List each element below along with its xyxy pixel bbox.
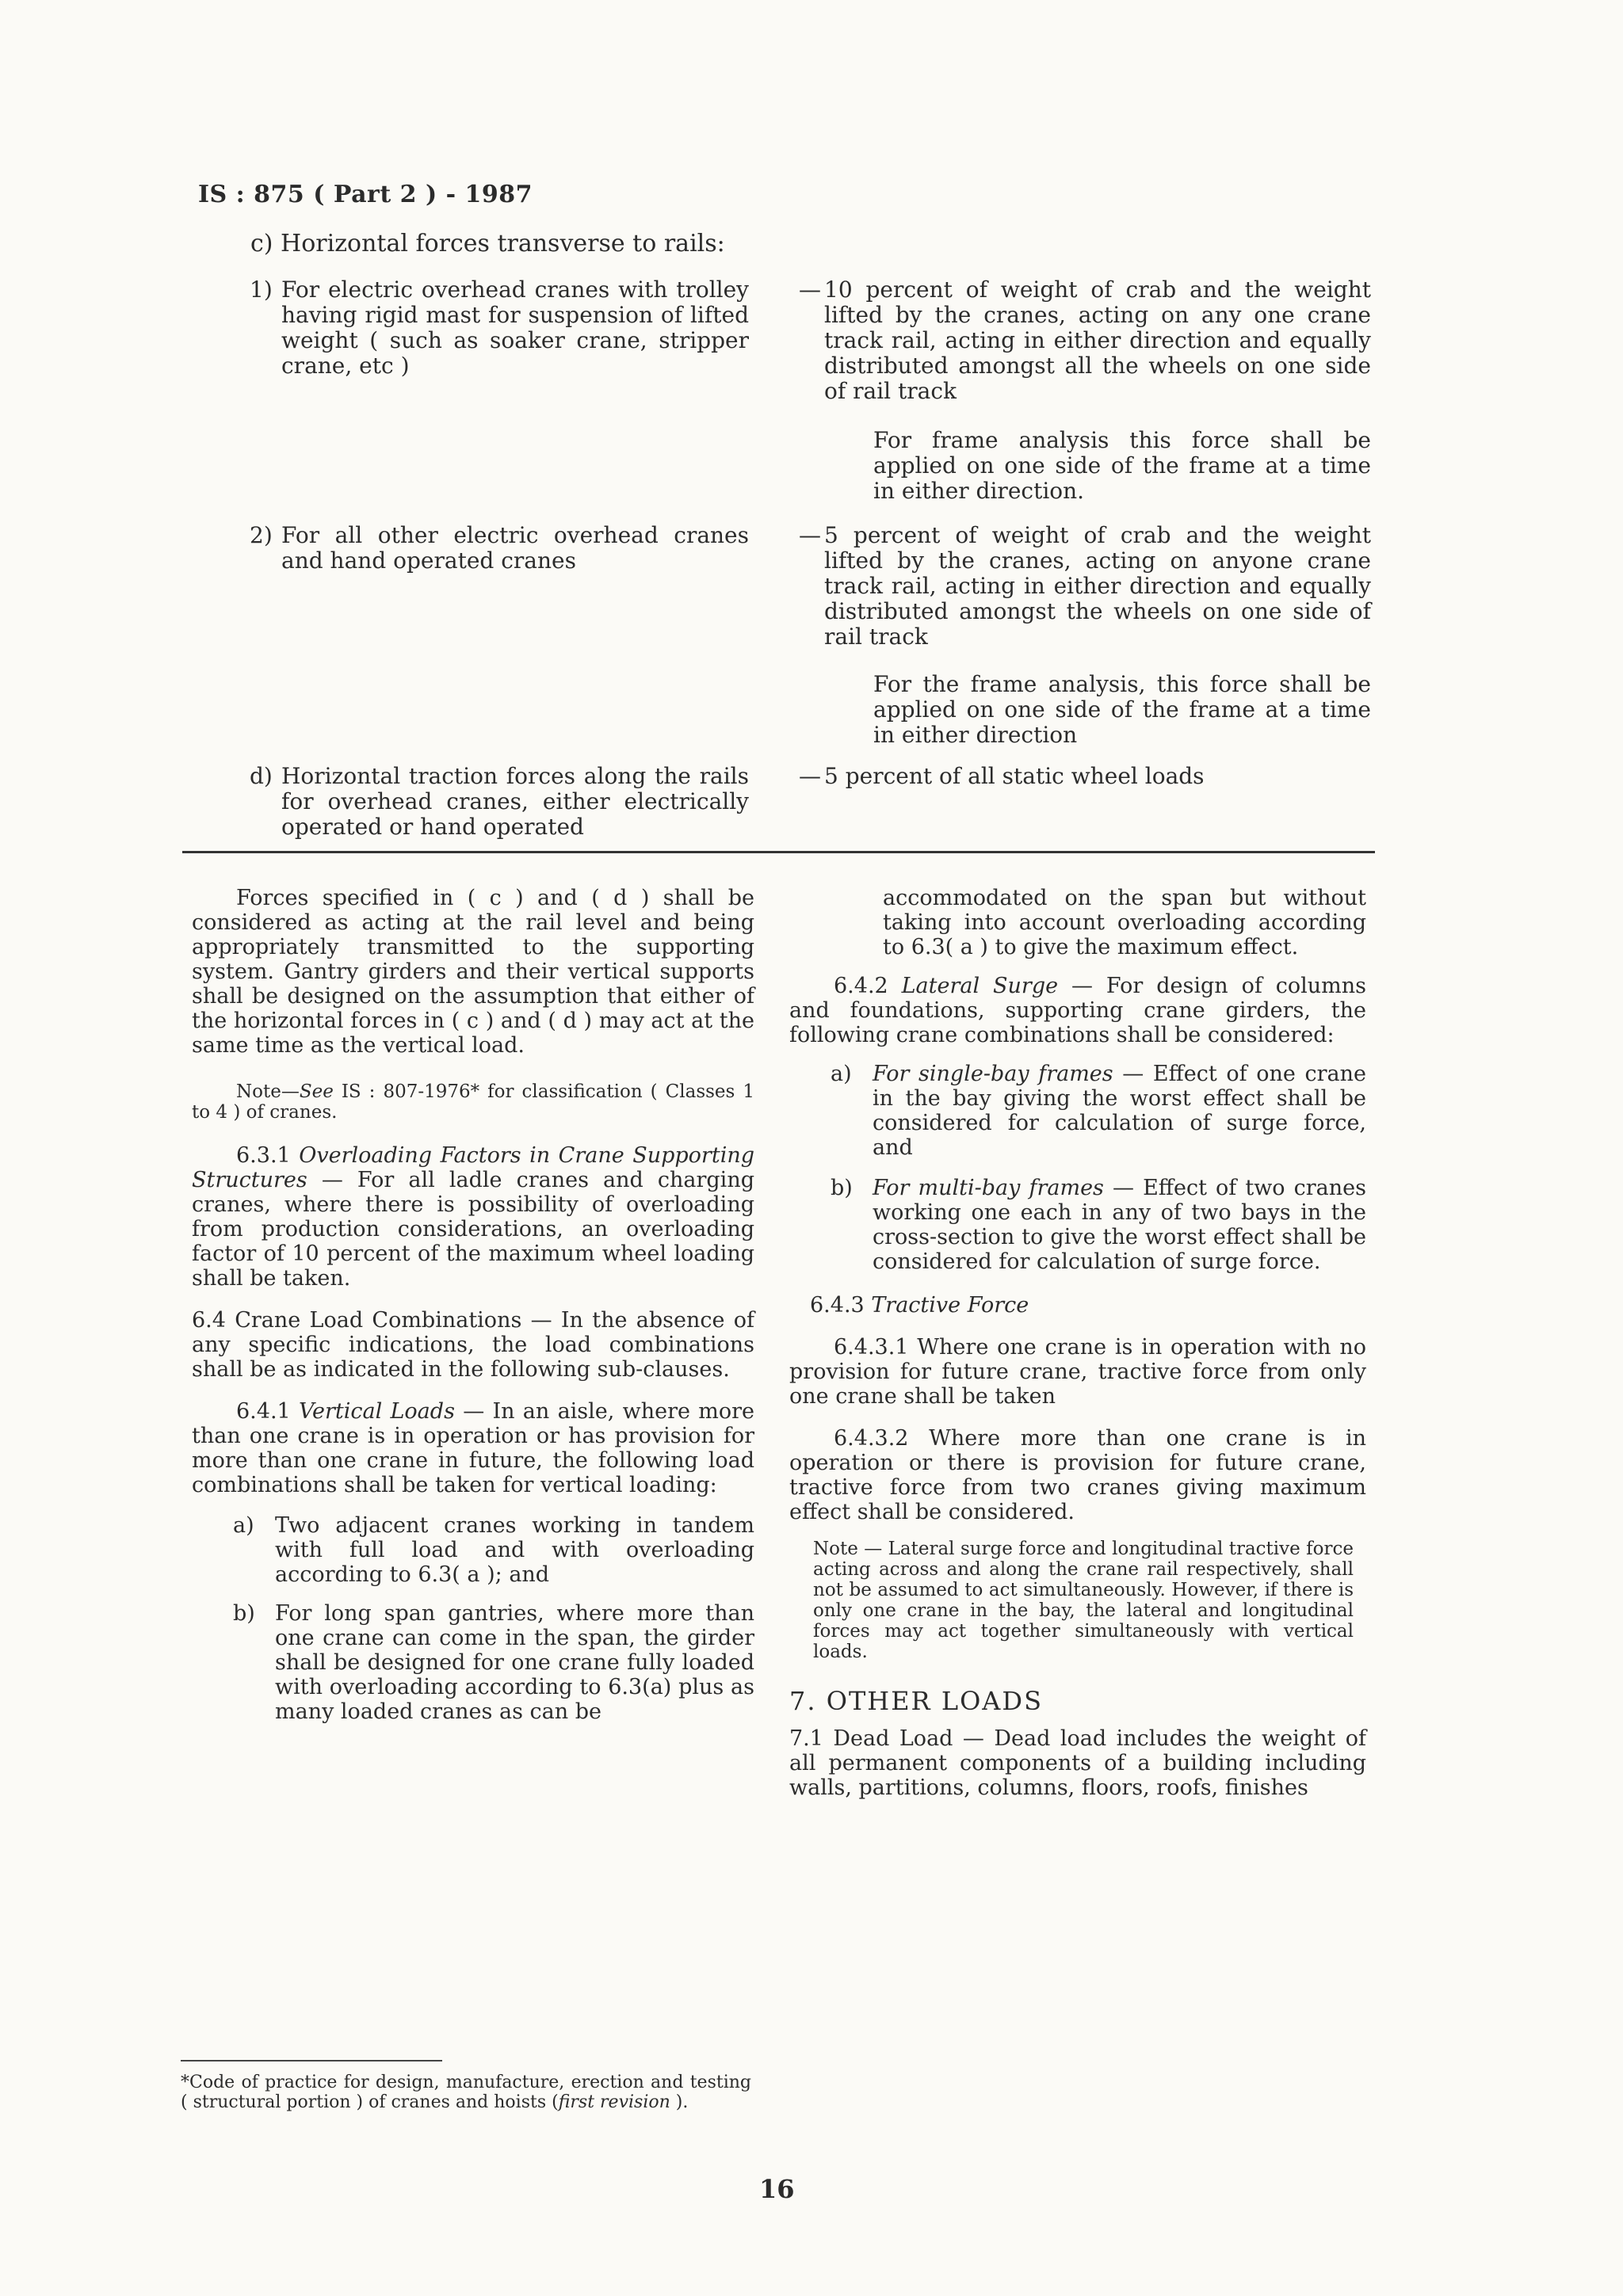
clause-6-4-2-title: Lateral Surge xyxy=(901,974,1059,998)
footnote-rule xyxy=(181,2060,442,2061)
section-c-heading: c) Horizontal forces transverse to rails: xyxy=(250,230,725,257)
item2-dash: — xyxy=(799,522,821,548)
clause-6-3-1-number: 6.3.1 xyxy=(236,1143,291,1168)
clause-6-4-1-text: — In an aisle, where more than one crane is in operation or has provision for more than one crane in future, the following load combinations shall be taken for vertical loading: xyxy=(192,1399,755,1497)
clause-6-4-3-2: 6.4.3.2 Where more than one crane is in operation or there is provision for future crane, tractive force from two cranes giving maximum effect shall be considered. xyxy=(789,1426,1366,1524)
surge-item-b-label: b) xyxy=(831,1176,853,1200)
clause-6-4-3 xyxy=(789,1293,1366,1318)
item-d-value: 5 percent of all static wheel loads xyxy=(824,763,1205,789)
vertical-load-item-a xyxy=(192,1513,754,1587)
page-number: 16 xyxy=(759,2174,795,2204)
item-b-text: For long span gantries, where more than one crane can come in the span, the girder shall be designed for one crane fully loaded with overloading according to 6.3(a) plus as many loaded cranes as can be xyxy=(275,1601,754,1724)
standard-header: IS : 875 ( Part 2 ) - 1987 xyxy=(198,181,533,208)
note-label: Note xyxy=(236,1081,281,1102)
surge-item-a xyxy=(789,1062,1366,1160)
section-7-heading: 7. OTHER LOADS xyxy=(789,1686,1043,1716)
item2-left xyxy=(250,522,749,574)
clause-6-4-title: 6.4 Crane Load Combinations xyxy=(192,1308,522,1333)
item1-frame-note: For frame analysis this force shall be applied on one side of the frame at a time in either direction. xyxy=(873,427,1371,504)
clause-6-3-1-title: Overloading Factors in Crane Supporting Structures xyxy=(192,1143,754,1192)
footnote-revision: first revision xyxy=(558,2092,670,2112)
clause-6-4-3-title: Tractive Force xyxy=(871,1293,1029,1318)
clause-6-4-2 xyxy=(789,974,1366,1047)
clause-6-4-1-title: Vertical Loads xyxy=(298,1399,455,1424)
item2-frame-note: For the frame analysis, this force shall be applied on one side of the frame at a time in either direction xyxy=(873,671,1371,748)
multi-bay-title: For multi-bay frames xyxy=(873,1176,1104,1200)
surge-item-a-label: a) xyxy=(831,1062,852,1086)
clause-6-4-2-number: 6.4.2 xyxy=(834,974,888,998)
footnote-main: *Code of practice for design, manufacture, erection and testing ( structural portion ) of cranes and hoists ( xyxy=(181,2073,751,2112)
multi-bay-text: — Effect of two cranes working one each in any of two bays in the cross-section to give the worst effect shall be considered for calculation of surge force. xyxy=(873,1176,1366,1274)
clause-6-3-1 xyxy=(192,1143,754,1291)
item-d-left xyxy=(250,763,749,840)
item-d-right xyxy=(799,763,1371,789)
footnote xyxy=(181,2073,751,2112)
clause-6-4-text: — In the absence of any specific indications, the load combinations shall be as indicated in the following sub-clauses. xyxy=(192,1308,754,1382)
forces-paragraph: Forces specified in ( c ) and ( d ) shall be considered as acting at the rail level and being appropriately transmitted to the supporting system. Gantry girders and their vertical supports shall be designed on the assumption that either of the horizontal forces in ( c ) and ( d ) may act at the same time as the vertical load. xyxy=(192,886,754,1058)
right-column xyxy=(789,886,1366,1800)
item2-value: 5 percent of weight of crab and the weight lifted by the cranes, acting on anyone crane track rail, acting in either direction and equally distributed amongst the wheels on one side of rail track xyxy=(824,522,1371,650)
continued-text: accommodated on the span but without taking into account overloading according to 6.3( a ) to give the maximum effect. xyxy=(883,886,1366,959)
footnote-end: ). xyxy=(670,2092,689,2112)
item-d-label: d) xyxy=(250,763,273,789)
clause-6-3-1-text: — For all ladle cranes and charging cranes, where there is possibility of overloading from production considerations, an overloading factor of 10 percent of the maximum wheel loading shall be taken. xyxy=(192,1168,754,1291)
item2-description: For all other electric overhead cranes and hand operated cranes xyxy=(281,522,749,574)
item1-description: For electric overhead cranes with trolley having rigid mast for suspension of lifted weight ( such as soaker crane, stripper crane, etc ) xyxy=(281,277,749,379)
clause-7-1-text: — Dead load includes the weight of all permanent components of a building including walls, partitions, columns, floors, roofs, finishes xyxy=(789,1726,1366,1800)
item1-right xyxy=(799,277,1371,404)
item1-left xyxy=(250,277,749,379)
item-d-description: Horizontal traction forces along the rails for overhead cranes, either electrically operated or hand operated xyxy=(281,763,749,840)
classification-note: Note—See IS : 807-1976* for classification ( Classes 1 to 4 ) of cranes. xyxy=(192,1081,754,1123)
item2-right xyxy=(799,522,1371,650)
vertical-load-item-b xyxy=(192,1601,754,1724)
single-bay-text: — Effect of one crane in the bay giving the worst effect shall be considered for calculation of surge force, and xyxy=(873,1062,1366,1160)
item1-dash: — xyxy=(799,277,821,303)
clause-6-4-1 xyxy=(192,1399,754,1497)
item-a-label: a) xyxy=(233,1513,254,1538)
surge-item-a-text xyxy=(873,1062,1366,1160)
clause-6-4-3-1: 6.4.3.1 Where one crane is in operation with no provision for future crane, tractive force from only one crane shall be taken xyxy=(789,1335,1366,1409)
clause-7-1 xyxy=(789,1726,1366,1800)
note-text: IS : 807-1976* for classification ( Classes 1 to 4 ) of cranes. xyxy=(192,1081,754,1123)
note-see: See xyxy=(299,1081,334,1102)
item1-number: 1) xyxy=(250,277,273,303)
item-b-label: b) xyxy=(233,1601,255,1626)
item-a-text: Two adjacent cranes working in tandem with full load and with overloading according to 6.3( a ); and xyxy=(275,1513,754,1587)
clause-7-1-title: 7.1 Dead Load xyxy=(789,1726,953,1751)
left-column xyxy=(192,886,754,1724)
item-d-dash: — xyxy=(799,763,821,789)
surge-item-b xyxy=(789,1176,1366,1274)
clause-6-4-2-text: — For design of columns and foundations, supporting crane girders, the following crane combinations shall be considered: xyxy=(789,974,1366,1047)
section-divider xyxy=(182,851,1375,853)
item2-number: 2) xyxy=(250,522,273,548)
surge-note: Note — Lateral surge force and longitudinal tractive force acting across and along the crane rail respectively, shall not be assumed to act simultaneously. However, if there is only one crane in the bay, the lateral and longitudinal forces may act together simultaneously with vertical loads. xyxy=(813,1539,1354,1662)
clause-6-4-1-number: 6.4.1 xyxy=(236,1399,291,1424)
single-bay-title: For single-bay frames xyxy=(873,1062,1113,1086)
clause-6-4 xyxy=(192,1308,754,1382)
item1-value: 10 percent of weight of crab and the weight lifted by the cranes, acting on any one crane track rail, acting in either direction and equally distributed amongst all the wheels on one side of rail track xyxy=(824,277,1371,404)
clause-6-4-3-number: 6.4.3 xyxy=(810,1293,865,1318)
surge-item-b-text xyxy=(873,1176,1366,1274)
